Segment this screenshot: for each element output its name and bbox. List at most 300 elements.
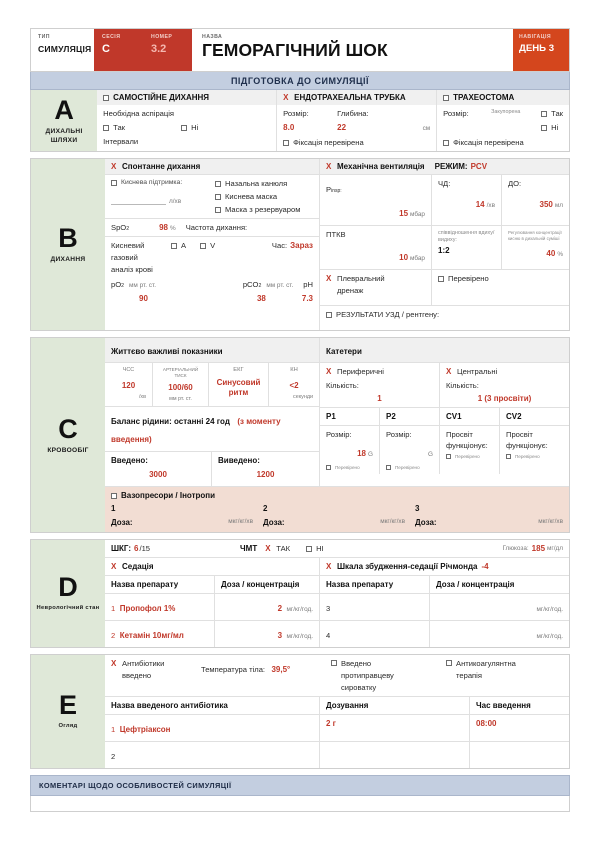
ett-depth-label: Глибина:	[337, 109, 369, 118]
section-d-sublabel: Неврологічний стан	[36, 605, 100, 611]
section-e-body	[105, 655, 569, 768]
rass-label: Шкала збудження-седації Річмонда	[337, 562, 478, 571]
peep-label: ПТКВ	[326, 230, 346, 239]
temperature-label: Температура тіла:	[201, 665, 266, 674]
cv1-lumen-label-1: Просвіт	[446, 430, 473, 439]
drug-dose-1[interactable]: 2	[277, 604, 283, 613]
p2-cell	[380, 426, 440, 474]
peep-value[interactable]: 10	[399, 253, 409, 262]
fluid-balance-title: Баланс рідини: останні 24 год	[111, 417, 230, 426]
section-b-body	[105, 159, 569, 330]
cv2-verified-label: Перевірено	[515, 454, 540, 459]
vasopressor-index-1: 1	[111, 504, 116, 513]
abg-arterial-label: A	[181, 241, 187, 250]
sedation-label: Седація	[122, 562, 154, 571]
sedation-option[interactable]	[111, 562, 313, 571]
fluid-out-cell	[212, 452, 319, 486]
ie-ratio-value[interactable]: 1:2	[438, 246, 450, 255]
reservoir-mask-label: Маска з резервуаром	[225, 205, 301, 214]
x-mark-icon[interactable]: X	[326, 274, 332, 283]
pinsp-unit: мбар	[410, 211, 425, 218]
number-value: 3.2	[151, 43, 167, 55]
rass-cell[interactable]	[320, 558, 569, 575]
vasopressor-index-3: 3	[415, 504, 420, 513]
aspiration-yes-label: Так	[113, 123, 125, 132]
section-a-sublabel: ДИХАЛЬНІ ШЛЯХИ	[45, 127, 83, 144]
section-e-letter: E	[58, 690, 77, 720]
fluid-in-cell	[105, 452, 212, 486]
drug-name-1[interactable]: Пропофол 1%	[119, 604, 176, 613]
ett-size-value[interactable]: 8.0	[283, 123, 295, 132]
cv2-lumen-label-2: функціонує:	[506, 441, 548, 450]
tbi-no-label: НІ	[316, 544, 324, 553]
abg-label-3: аналіз крові	[111, 265, 153, 274]
cv1-lumen-label-2: функціонує:	[446, 441, 488, 450]
checkbox-icon[interactable]	[215, 181, 221, 187]
pinsp-value[interactable]: 15	[399, 209, 409, 218]
vent-mode-value[interactable]: PCV	[470, 162, 488, 171]
bp-value[interactable]: 100/60	[168, 383, 193, 392]
trach-size-label: Розмір:	[443, 109, 469, 118]
nasal-cannula-label: Назальна канюля	[225, 179, 288, 188]
p2-verified-option[interactable]	[386, 465, 433, 470]
aspiration-yes-option[interactable]	[103, 123, 181, 132]
table-row	[105, 742, 569, 768]
section-e-letterbox	[31, 655, 105, 768]
o2-support-option[interactable]	[111, 179, 215, 186]
section-d-letterbox	[31, 540, 105, 647]
col-antibiotic-name: Назва введеного антибіотика	[105, 697, 320, 714]
o2-flow-unit: л/хв	[169, 198, 182, 205]
pco2-value[interactable]: 38	[256, 294, 266, 303]
col-dose-right: Доза / концентрація	[436, 580, 515, 589]
crt-unit: секунди	[293, 394, 313, 400]
bp-cell	[153, 363, 209, 406]
sedation-cell[interactable]	[105, 558, 320, 575]
vent-rr-unit: /хв	[486, 202, 495, 209]
tbi-label: ЧМТ	[240, 544, 258, 553]
catheter-col-p1: P1	[320, 408, 380, 425]
vasopressors-title: Вазопресори / Інотропи	[121, 491, 216, 500]
pinsp-cell	[320, 175, 432, 225]
abx-dose-2[interactable]	[320, 742, 470, 768]
section-e-sublabel: Огляд	[58, 723, 78, 729]
tracheostomy-label: ТРАХЕОСТОМА	[453, 93, 515, 102]
abx-time-2[interactable]	[470, 742, 569, 768]
col-drug-left: Назва препарату	[105, 576, 215, 593]
spo2-value[interactable]: 98	[159, 223, 168, 232]
table-row	[105, 715, 569, 742]
header-session-block	[94, 29, 192, 71]
spontaneous-resp-option[interactable]	[105, 159, 319, 175]
po2-unit: мм рт. ст.	[129, 282, 156, 289]
section-c-sublabel: КРОВООБІГ	[47, 446, 89, 454]
section-a-body	[97, 90, 569, 151]
peripheral-label: Периферичні	[337, 367, 384, 376]
checkbox-icon[interactable]	[446, 454, 451, 459]
oxygen-mask-option[interactable]	[215, 192, 313, 201]
checkbox-icon[interactable]	[111, 493, 117, 499]
section-a-letterbox	[31, 90, 97, 151]
section-d-body	[105, 540, 569, 647]
checkbox-icon[interactable]	[200, 243, 206, 249]
central-label: Центральні	[457, 367, 498, 376]
chest-drain-checked-option[interactable]	[438, 274, 563, 283]
x-mark-icon[interactable]: X	[326, 562, 332, 571]
antibiotics-label-1: Антибіотики	[122, 659, 165, 668]
drug-index-4: 4	[326, 631, 331, 640]
ph-value[interactable]: 7.3	[301, 294, 313, 303]
catheter-col-p2: P2	[380, 408, 440, 425]
cv1-verified-label: Перевірено	[455, 454, 480, 459]
aspiration-label: Необхідна аспірація	[103, 109, 175, 118]
abx-name-1[interactable]: Цефтріаксон	[119, 725, 171, 734]
usg-label: РЕЗУЛЬТАТИ УЗД / рентгену:	[336, 310, 440, 319]
tetanus-label-3: сироватку	[341, 683, 377, 692]
fio2-unit: %	[557, 251, 563, 259]
rass-value[interactable]: -4	[481, 562, 489, 571]
ie-ratio-label: співвідношення вдиху/видиху:	[438, 230, 495, 243]
spontaneous-breathing-label: САМОСТІЙНЕ ДИХАННЯ	[113, 93, 210, 102]
po2-value[interactable]: 90	[139, 294, 148, 303]
checkbox-icon[interactable]	[331, 660, 337, 666]
header-type-block	[31, 29, 94, 71]
anticoag-label-2: терапія	[456, 671, 482, 680]
checkbox-icon[interactable]	[446, 660, 452, 666]
peripheral-count-value[interactable]: 1	[377, 394, 382, 403]
drug-dose-2[interactable]: 3	[277, 631, 283, 640]
p2-size-unit: G	[428, 451, 433, 458]
gcs-value[interactable]: 6	[134, 544, 139, 553]
peripheral-count-label: Кількість:	[326, 381, 359, 390]
drug-dose-unit-3: мг/кг/год.	[536, 606, 563, 613]
pco2-sub: 2	[258, 283, 262, 289]
tetanus-label-1: Введено	[341, 659, 372, 668]
section-b	[30, 158, 570, 331]
x-mark-icon[interactable]: X	[111, 659, 117, 668]
abx-time-1[interactable]: 08:00	[476, 719, 497, 728]
cv1-cell	[440, 426, 500, 474]
header-name-block	[192, 29, 513, 71]
pco2-unit: мм рт. ст.	[266, 282, 294, 289]
section-c	[30, 337, 570, 533]
ecg-value[interactable]: Синусовий ритм	[216, 378, 261, 397]
checkbox-icon[interactable]	[438, 276, 444, 282]
type-label: ТИП	[38, 34, 50, 40]
cv2-lumen-label-1: Просвіт	[506, 430, 533, 439]
chest-drain-checked-label: Перевірено	[448, 274, 489, 283]
catheter-col-cv2: CV2	[506, 412, 522, 421]
vent-mode-label: РЕЖИМ:	[434, 162, 468, 171]
ett-fixation-label: Фіксація перевірена	[293, 138, 364, 147]
temperature-value[interactable]: 39,5°	[271, 665, 291, 674]
abg-venous-option[interactable]	[200, 241, 215, 250]
checkbox-icon[interactable]	[283, 140, 289, 146]
intervals-label: Інтервали	[103, 137, 139, 146]
tracheostomy-cell	[437, 90, 569, 151]
spo2-label: SpO	[111, 223, 127, 232]
abx-dose-1[interactable]: 2 г	[320, 715, 470, 741]
nasal-cannula-option[interactable]	[215, 179, 313, 188]
mech-vent-label: Механічна вентиляція	[337, 162, 425, 171]
crt-cell	[269, 363, 319, 406]
trach-fixation-label: Фіксація перевірена	[453, 138, 524, 147]
vaso-dose-label-3: Доза:	[415, 518, 437, 527]
col-antibiotic-time: Час введення	[476, 701, 531, 710]
o2-support-label: Киснева підтримка:	[121, 179, 183, 186]
central-cell[interactable]	[440, 363, 569, 407]
checkbox-icon[interactable]	[103, 125, 109, 131]
section-e	[30, 654, 570, 769]
hr-cell	[105, 363, 153, 406]
spo2-unit: %	[170, 225, 176, 232]
abg-time-label: Час:	[271, 241, 288, 250]
x-mark-icon[interactable]: X	[446, 367, 452, 376]
cv2-verified-option[interactable]	[506, 454, 563, 459]
tracheostomy-option[interactable]	[437, 90, 569, 105]
gcs-label: ШКГ:	[111, 544, 132, 553]
anticoagulation-option[interactable]	[446, 659, 563, 692]
abg-venous-label: V	[210, 241, 216, 250]
vent-rr-value[interactable]: 14	[475, 200, 485, 209]
checkbox-icon[interactable]	[215, 194, 221, 200]
drug-index-1: 1	[111, 604, 116, 613]
rass-option[interactable]	[326, 562, 563, 571]
aspiration-no-label: Ні	[191, 123, 199, 132]
p1-size-unit: G	[368, 451, 373, 458]
form-header	[30, 28, 570, 72]
po2-label: pO	[111, 280, 122, 289]
o2-flow-input[interactable]	[111, 196, 166, 205]
abg-label-1: Кисневий	[111, 241, 145, 250]
x-mark-icon[interactable]: X	[111, 162, 117, 171]
glucose-unit: мг/дл	[547, 545, 563, 552]
trach-yes-option[interactable]	[541, 109, 563, 118]
po2-sub: 2	[121, 283, 125, 289]
antibiotic-table-header	[105, 697, 569, 715]
peripheral-cell[interactable]	[320, 363, 440, 407]
checkbox-icon[interactable]	[215, 207, 221, 213]
central-option[interactable]	[446, 367, 563, 376]
p1-size-label: Розмір:	[326, 430, 352, 439]
drug-dose-unit-1: мг/кг/год.	[286, 606, 313, 613]
number-label: НОМЕР	[151, 34, 173, 40]
drug-index-3: 3	[326, 604, 331, 613]
tidal-volume-value[interactable]: 350	[539, 200, 553, 209]
p2-size-label: Розмір:	[386, 430, 412, 439]
usg-cell[interactable]	[320, 306, 569, 330]
x-mark-icon[interactable]: X	[265, 544, 271, 553]
p1-cell	[320, 426, 380, 474]
table-row	[105, 621, 569, 647]
ett-fixation-option[interactable]	[283, 138, 430, 147]
checkbox-icon[interactable]	[326, 312, 332, 318]
catheter-col-cv1: CV1	[440, 408, 500, 425]
trach-fixation-option[interactable]	[443, 138, 563, 147]
chest-drain-label-1: Плевральний	[337, 274, 385, 283]
section-a-letter: A	[54, 94, 74, 125]
checkbox-icon[interactable]	[541, 125, 547, 131]
checkbox-icon[interactable]	[326, 465, 331, 470]
col-drug-right: Назва препарату	[320, 576, 430, 593]
drug-dose-unit-4: мг/кг/год.	[536, 633, 563, 640]
x-mark-icon[interactable]: X	[326, 162, 332, 171]
spontaneous-breathing-cell	[97, 90, 277, 151]
pinsp-sub: insp:	[331, 188, 342, 194]
cv2-cell	[500, 426, 569, 474]
vitals-title: Життєво важливі показники	[111, 347, 223, 356]
checkbox-icon[interactable]	[306, 546, 312, 552]
section-b-sublabel: ДИХАННЯ	[50, 256, 86, 263]
central-count-label: Кількість:	[446, 381, 479, 390]
tetanus-option[interactable]	[331, 659, 446, 692]
vasopressors-option[interactable]	[111, 491, 563, 500]
nav-label: НАВІГАЦІЯ	[519, 34, 552, 40]
hr-unit: /хв	[138, 394, 146, 400]
hr-value[interactable]: 120	[121, 381, 136, 390]
section-d	[30, 539, 570, 648]
drug-dose-unit-2: мг/кг/год.	[286, 633, 313, 640]
section-c-letterbox	[31, 338, 105, 532]
ett-cell	[277, 90, 437, 151]
checkbox-icon[interactable]	[443, 95, 449, 101]
glucose-label: Глюкоза:	[502, 545, 529, 552]
drug-index-2: 2	[111, 631, 116, 640]
p1-size-value[interactable]: 18	[357, 449, 367, 458]
checkbox-icon[interactable]	[386, 465, 391, 470]
abg-time-value[interactable]: Зараз	[290, 241, 313, 250]
col-dose-left: Доза / концентрація	[215, 576, 320, 593]
vaso-dose-unit-1: мкг/кг/хв	[228, 518, 253, 525]
p1-verified-label: Перевірено	[335, 465, 360, 470]
section-b-letterbox	[31, 159, 105, 330]
vaso-dose-label-1: Доза:	[111, 518, 133, 527]
fio2-label: Регулювання концентрації кисню в дихальній суміші	[508, 230, 562, 241]
reservoir-mask-option[interactable]	[215, 205, 313, 214]
fluid-out-label: Виведено:	[218, 456, 260, 465]
spo2-sub: 2	[126, 226, 130, 232]
p1-verified-option[interactable]	[326, 465, 373, 470]
vasopressor-index-2: 2	[263, 504, 268, 513]
checkbox-icon[interactable]	[506, 454, 511, 459]
page-title: ГЕМОРАГІЧНИЙ ШОК	[202, 40, 388, 60]
tidal-volume-unit: мл	[554, 202, 563, 209]
ett-option[interactable]	[277, 90, 436, 105]
crt-value[interactable]: <2	[289, 381, 299, 390]
drug-table-header	[105, 576, 569, 594]
oxygen-mask-label: Киснева маска	[225, 192, 278, 201]
tbi-yes-label: ТАК	[276, 544, 291, 553]
antibiotics-given-option[interactable]	[111, 659, 201, 692]
vaso-dose-unit-2: мкг/кг/хв	[380, 518, 405, 525]
chest-drain-checked-cell[interactable]	[432, 270, 569, 305]
number-col	[151, 34, 186, 71]
table-row	[105, 594, 569, 621]
navigation-badge[interactable]	[513, 29, 569, 71]
checkbox-icon[interactable]	[103, 95, 109, 101]
section-b-letter: B	[58, 223, 78, 253]
catheters-title: Катетери	[326, 347, 362, 356]
bp-label: АРТЕРІАЛЬНИЙ ТИСК	[162, 367, 199, 378]
checkbox-icon[interactable]	[171, 243, 177, 249]
x-mark-icon[interactable]: X	[283, 93, 289, 102]
pinsp-label: P	[326, 185, 332, 194]
drug-name-2[interactable]: Кетамін 10мг/мл	[119, 631, 184, 640]
ph-label: pH	[303, 280, 313, 289]
spontaneous-breathing-option[interactable]	[97, 90, 276, 105]
x-mark-icon[interactable]: X	[326, 367, 332, 376]
usg-option[interactable]	[326, 310, 563, 319]
hr-label: ЧСС	[122, 367, 135, 373]
checkbox-icon[interactable]	[443, 140, 449, 146]
col-antibiotic-dose: Дозування	[320, 697, 470, 714]
pco2-label: pCO	[242, 280, 259, 289]
session-label: СЕСІЯ	[102, 34, 121, 40]
abx-index-1: 1	[111, 725, 116, 734]
checkbox-icon[interactable]	[541, 111, 547, 117]
session-col	[102, 34, 137, 71]
antibiotics-label-2: введено	[122, 671, 152, 680]
tetanus-label-2: протиправцеву	[341, 671, 394, 680]
tidal-volume-label: ДО:	[508, 179, 522, 188]
comments-input[interactable]	[30, 796, 570, 812]
fluid-in-value[interactable]: 3000	[149, 470, 167, 479]
ie-ratio-cell	[432, 226, 502, 269]
checkbox-icon[interactable]	[111, 180, 117, 186]
trach-yes-label: Так	[551, 109, 563, 118]
prep-banner: ПІДГОТОВКА ДО СИМУЛЯЦІЇ	[30, 72, 570, 90]
ett-depth-unit: см	[422, 125, 431, 132]
fio2-cell	[502, 226, 569, 269]
section-a	[30, 90, 570, 152]
session-value: C	[102, 43, 110, 55]
section-c-body	[105, 338, 569, 532]
fio2-value[interactable]: 40	[546, 249, 556, 259]
central-count-value[interactable]: 1 (3 просвіти)	[477, 394, 532, 403]
trach-no-option[interactable]	[541, 123, 563, 132]
type-value: СИМУЛЯЦІЯ	[38, 44, 92, 54]
fluid-balance-title-cell	[105, 407, 319, 452]
mech-vent-header[interactable]	[320, 159, 569, 175]
bp-unit: мм рт. ст.	[169, 396, 192, 402]
peep-cell	[320, 226, 432, 269]
aspiration-no-option[interactable]	[181, 123, 198, 132]
x-mark-icon[interactable]: X	[111, 562, 117, 571]
resp-rate-label: Частота дихання:	[185, 223, 248, 232]
section-d-letter: D	[58, 572, 78, 602]
comments-title: КОМЕНТАРІ ЩОДО ОСОБЛИВОСТЕЙ СИМУЛЯЦІЇ	[30, 775, 570, 796]
peripheral-option[interactable]	[326, 367, 433, 376]
ett-depth-value[interactable]: 22	[337, 123, 347, 132]
cv1-verified-option[interactable]	[446, 454, 493, 459]
fluid-out-value[interactable]: 1200	[256, 470, 275, 479]
section-c-letter: C	[58, 413, 78, 444]
tidal-volume-cell	[502, 175, 569, 225]
chest-drain-cell[interactable]	[320, 270, 432, 305]
abg-arterial-option[interactable]	[171, 241, 186, 250]
trach-blocked-label: Закупорена	[491, 109, 521, 115]
temperature-block	[201, 659, 331, 692]
ett-label: ЕНДОТРАХЕАЛЬНА ТРУБКА	[294, 93, 406, 102]
name-label: НАЗВА	[202, 34, 223, 40]
vent-rr-label: ЧД:	[438, 179, 451, 188]
abx-index-2: 2	[111, 752, 116, 761]
glucose-value[interactable]: 185	[531, 544, 546, 553]
checkbox-icon[interactable]	[181, 125, 187, 131]
nav-value: ДЕНЬ 3	[519, 43, 555, 54]
vaso-dose-label-2: Доза:	[263, 518, 285, 527]
vent-rr-cell	[432, 175, 502, 225]
